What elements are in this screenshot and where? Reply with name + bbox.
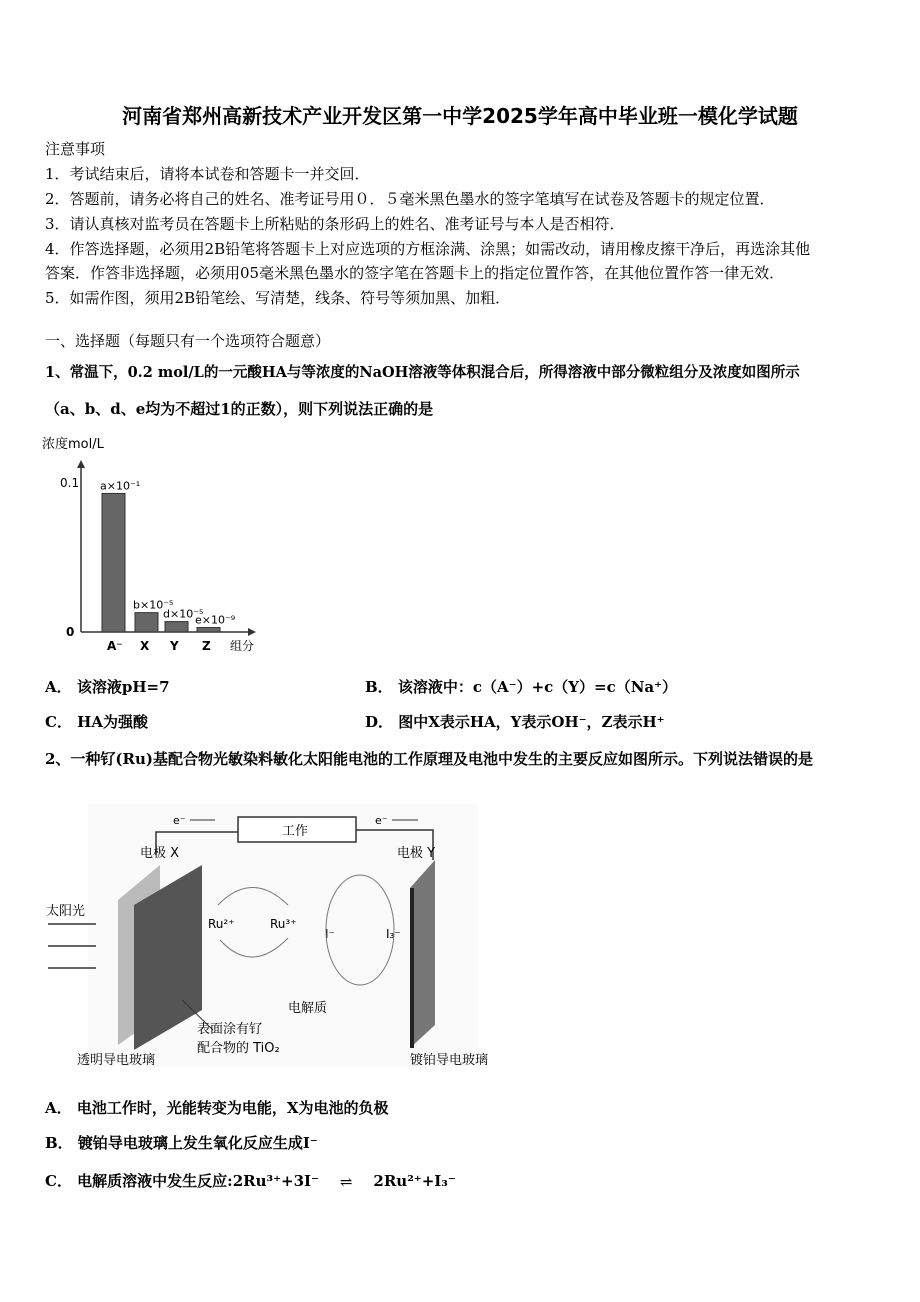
q2-option-a[interactable]: A． 电池工作时，光能转变为电能，X为电池的负极	[45, 1099, 389, 1117]
section-heading: 一、选择题（每题只有一个选项符合题意）	[45, 332, 331, 350]
sunlight-label: 太阳光	[46, 904, 86, 919]
notice-item: 5．如需作图，须用2B铅笔绘、写清楚，线条、符号等须加黑、加粗．	[45, 289, 511, 307]
notice-item: 答案．作答非选择题，必须用05毫米黑色墨水的签字笔在答题卡上的指定位置作答，在其他位置作答一律无效．	[45, 264, 785, 282]
data-label: e×10⁻⁹	[195, 613, 236, 627]
x-tick-label: A⁻	[107, 639, 123, 653]
x-axis-arrow-icon	[248, 628, 256, 636]
electrode-y-label: 电极 Y	[397, 846, 436, 861]
coating-label: 配合物的 TiO₂	[197, 1041, 280, 1056]
data-label: b×10⁻⁵	[133, 598, 174, 612]
q1-option-b[interactable]: B． 该溶液中：c（A⁻）+c（Y）=c（Na⁺）	[365, 678, 678, 696]
right-glass-label: 镀铂导电玻璃	[410, 1053, 489, 1068]
q1-option-a[interactable]: A． 该溶液pH=7	[45, 678, 170, 696]
plate-edge	[410, 888, 414, 1048]
ru2-label: Ru²⁺	[208, 917, 235, 931]
electrolyte-label: 电解质	[288, 1001, 328, 1016]
equilibrium-arrow-icon: ⇌	[339, 1173, 353, 1191]
concentration-chart	[40, 430, 270, 660]
electron-label: e⁻	[375, 814, 388, 827]
q1-option-d[interactable]: D． 图中X表示HA，Y表示OH⁻，Z表示H⁺	[365, 713, 665, 731]
q2-option-c[interactable]	[45, 1170, 456, 1191]
y-axis-arrow-icon	[77, 460, 85, 468]
left-glass-label: 透明导电玻璃	[77, 1053, 156, 1068]
q1-option-c[interactable]: C． HA为强酸	[45, 713, 148, 731]
y-axis-label: 浓度mol/L	[42, 437, 104, 452]
q2-stem: 2、一种钌(Ru)基配合物光敏染料敏化太阳能电池的工作原理及电池中发生的主要反应如图所示。下列说法错误的是	[45, 750, 814, 768]
q2-option-b[interactable]: B． 镀铂导电玻璃上发生氧化反应生成I⁻	[45, 1134, 318, 1152]
option-c-left: C． 电解质溶液中发生反应:2Ru³⁺+3I⁻	[45, 1172, 319, 1190]
ru3-label: Ru³⁺	[270, 917, 297, 931]
bar-3	[197, 628, 220, 632]
x-axis-label: 组分	[230, 639, 255, 653]
q1-stem-cont: （a、b、d、e均为不超过1的正数），则下列说法正确的是	[45, 400, 434, 418]
x-tick-label: Z	[202, 639, 211, 653]
data-label: a×10⁻¹	[100, 479, 141, 493]
x-tick-label: Y	[170, 639, 179, 653]
bar-0	[102, 493, 125, 632]
x-tick-label: X	[140, 639, 150, 653]
triiodide-label: I₃⁻	[386, 927, 401, 941]
page-title: 河南省郑州高新技术产业开发区第一中学2025学年高中毕业班一模化学试题	[122, 104, 798, 128]
iodide-label: I⁻	[325, 927, 335, 941]
solar-cell-diagram	[30, 800, 490, 1070]
option-c-right: 2Ru²⁺+I₃⁻	[373, 1172, 456, 1190]
bar-2	[165, 622, 188, 632]
notice-heading: 注意事项	[45, 140, 106, 158]
notice-item: 3．请认真核对监考员在答题卡上所粘贴的条形码上的姓名、准考证号与本人是否相符．	[45, 215, 625, 233]
notice-item: 1．考试结束后，请将本试卷和答题卡一并交回．	[45, 165, 370, 183]
q1-stem: 1、常温下，0.2 mol/L的一元酸HA与等浓度的NaOH溶液等体积混合后，所得溶液中部分微粒组分及浓度如图所示	[45, 364, 800, 381]
y-tick-label: 0	[66, 625, 75, 639]
bar-1	[135, 613, 158, 632]
notice-item: 2．答题前，请务必将自己的姓名、准考证号用０．５毫米黑色墨水的签字笔填写在试卷及答题卡的规定位置．	[45, 190, 775, 208]
data-label: d×10⁻⁵	[163, 607, 204, 621]
electron-label: e⁻	[173, 814, 186, 827]
notice-item: 4．作答选择题，必须用2B铅笔将答题卡上对应选项的方框涂满、涂黑；如需改动，请用橡皮擦干净后，再选涂其他	[45, 240, 811, 258]
coating-label: 表面涂有钌	[197, 1022, 263, 1037]
load-label: 工作	[282, 824, 309, 839]
electrode-x-label: 电极 X	[140, 846, 180, 861]
y-tick-label: 0.1	[60, 476, 80, 490]
